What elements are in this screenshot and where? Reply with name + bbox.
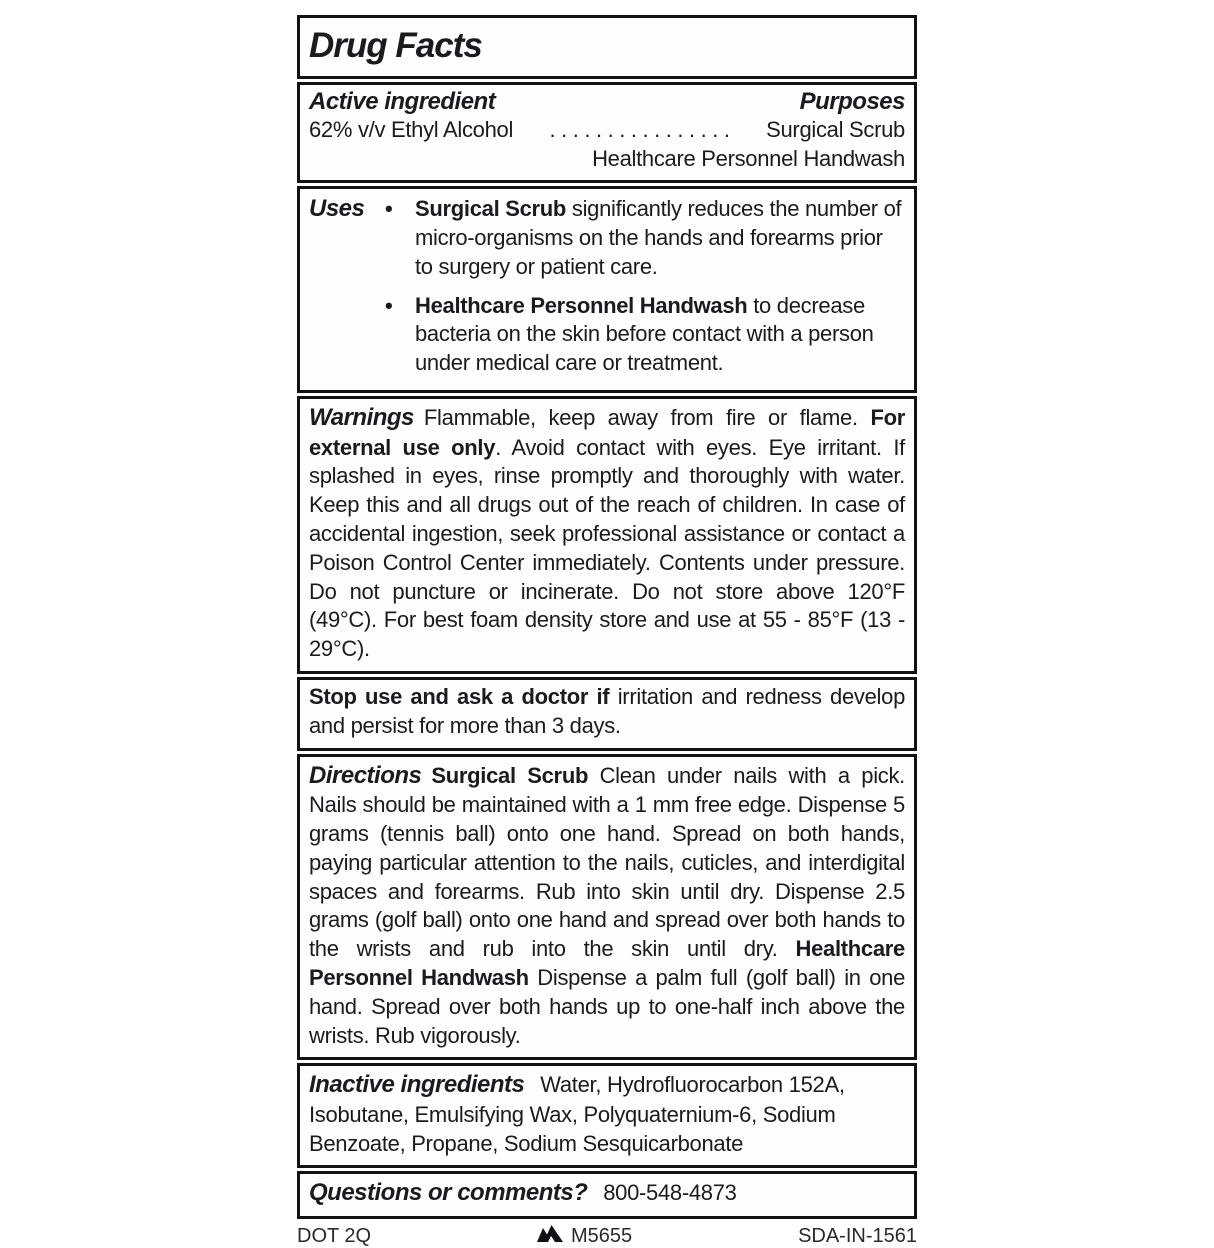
uses-bullet-2-bold: Healthcare Personnel Handwash [415, 292, 748, 318]
inactive-ingredients-paragraph [309, 1069, 905, 1158]
footer-m-code: M5655 [571, 1224, 633, 1247]
purpose-handwash: Healthcare Personnel Handwash [592, 145, 905, 171]
brand-logo-icon [537, 1225, 563, 1248]
footer-dot-code: DOT 2Q [297, 1224, 372, 1247]
stop-use-paragraph [309, 683, 905, 741]
footer-center [537, 1225, 632, 1248]
drug-facts-panel [297, 0, 917, 1219]
list-item [385, 195, 905, 281]
directions-handwash-text: Dispense a palm full (golf ball) in one hand. Spread over both hands up to one-half inch above the wrists. Rub vigorously. [309, 964, 905, 1048]
uses-bullet-2-text [415, 292, 905, 378]
questions-paragraph [309, 1177, 905, 1208]
warnings-paragraph [309, 402, 905, 664]
purposes-heading: Purposes [799, 88, 905, 115]
uses-bullet-list [385, 195, 905, 378]
stop-use-text: irritation and redness develop and persist for more than 3 days. [309, 684, 906, 738]
warnings-text-2: . Avoid contact with eyes. Eye irritant. If splashed in eyes, rinse promptly and thoroughly with water. Keep this and all drugs out of the reach of children. In case of accidental ingestion, seek professional assistance or contact a Poison Control Center immediately. Contents under pressure. Do not puncture or incinerate. Do not store above 120°F (49°C). For best foam density store and use at 55 - 85°F (13 - 29°C). [309, 434, 905, 662]
uses-bullet-2-rest: to decrease bacteria on the skin before contact with a person under medical care or treatment. [415, 292, 874, 376]
ingredient-row [309, 116, 905, 145]
inactive-ingredients-section [297, 1063, 917, 1168]
footer [297, 1225, 917, 1248]
warnings-section [297, 396, 917, 674]
questions-section [297, 1171, 917, 1218]
bullet-icon: • [385, 292, 393, 318]
title-section [297, 15, 917, 79]
warnings-text-1: Flammable, keep away from fire or flame. [423, 405, 871, 431]
stop-use-heading: Stop use and ask a doctor if [309, 684, 610, 709]
directions-surgical-scrub-text: Clean under nails with a pick. Nails should be maintained with a 1 mm free edge. Dispense 5 grams (tennis ball) onto one hand. Spread on both hands, paying particular attention to the nails, cuticles, and interdigital spaces and forearms. Rub into skin until dry. Dispense 2.5 grams (golf ball) onto one hand and spread over both hands to the wrists and rub into the skin until dry. [309, 762, 905, 962]
questions-phone-number: 800-548-4873 [597, 1180, 737, 1206]
leader-dots: . . . . . . . . . . . . . . . . [549, 117, 730, 142]
uses-bullet-1-rest: significantly reduces the number of micro-organisms on the hands and forearms prior to surgery or patient care. [415, 196, 902, 279]
stop-use-section [297, 677, 917, 751]
uses-heading: Uses [309, 195, 365, 223]
warnings-heading: Warnings [309, 404, 414, 432]
drug-facts-title: Drug Facts [309, 26, 482, 65]
active-ingredient-header-row [309, 88, 905, 116]
ingredient-name: 62% v/v Ethyl Alcohol [309, 117, 514, 142]
directions-section [297, 754, 917, 1061]
purpose-surgical-scrub: Surgical Scrub [766, 117, 905, 142]
directions-heading: Directions [309, 761, 422, 789]
inactive-ingredients-text: Water, Hydrofluorocarbon 152A, Isobutane, Emulsifying Wax, Polyquaternium-6, Sodium Benzoate, Propane, Sodium Sesquicarbonate [309, 1072, 845, 1156]
inactive-ingredients-heading: Inactive ingredients [309, 1071, 525, 1099]
active-ingredient-section [297, 82, 917, 183]
directions-surgical-scrub-subheading: Surgical Scrub [431, 762, 589, 788]
active-ingredient-heading: Active ingredient [309, 88, 496, 115]
questions-heading: Questions or comments? [309, 1179, 588, 1207]
footer-sda-code: SDA-IN-1561 [798, 1224, 917, 1247]
uses-bullet-1-bold: Surgical Scrub [415, 196, 567, 222]
list-item [385, 292, 905, 378]
directions-handwash-subheading: Healthcare Personnel Handwash [309, 936, 905, 990]
uses-bullet-1-text [415, 195, 905, 281]
uses-section [297, 186, 917, 393]
warnings-bold-external-use: For external use only [309, 405, 905, 460]
bullet-icon: • [385, 196, 393, 222]
directions-paragraph [309, 760, 905, 1051]
